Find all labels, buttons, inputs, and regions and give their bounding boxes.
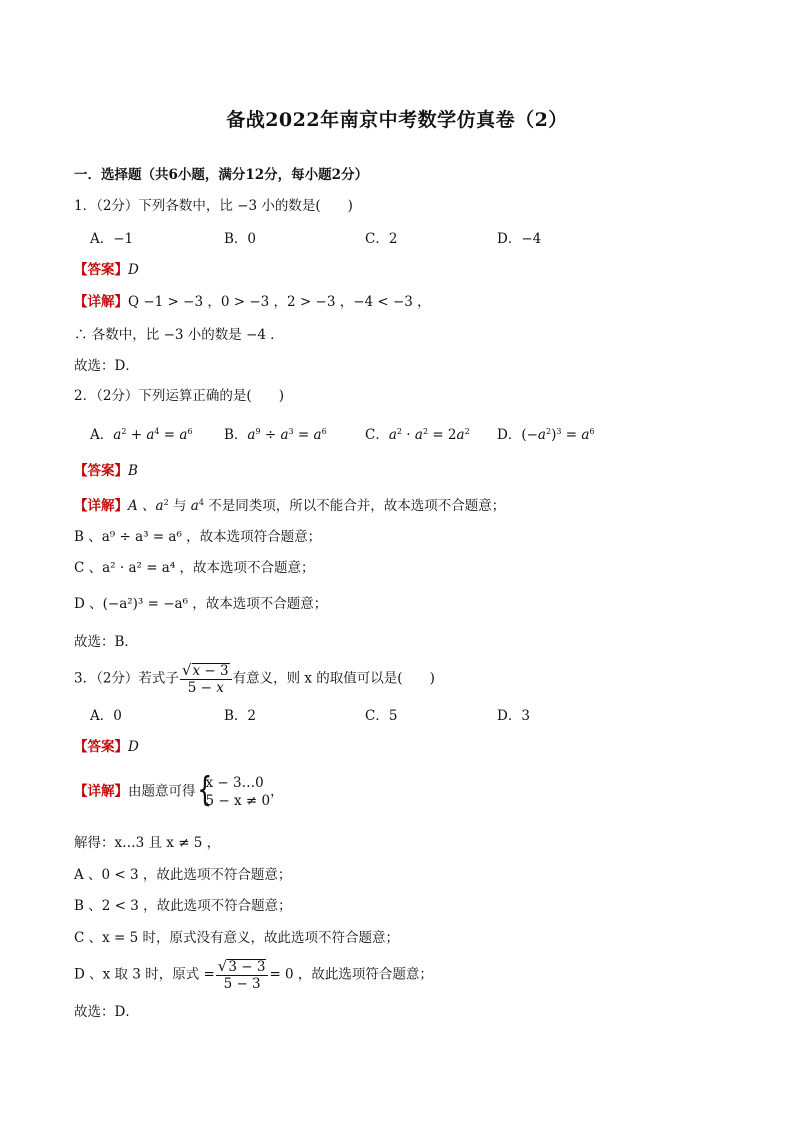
q3-option-d: D．3 <box>497 708 530 724</box>
q2-option-a: A．$a^2 + a^4 = a^6$ <box>90 427 193 443</box>
answer-tag: 【答案】 <box>74 739 128 755</box>
explain-tag: 【详解】 <box>74 294 128 310</box>
q1-option-c: C．2 <box>365 231 398 247</box>
q3-eval-fraction: $\frac{√3 - 3}{5 - 3}$ <box>216 958 269 992</box>
q1-answer <box>74 261 139 279</box>
q3-explain: 【详解】由题意可得 { x − 3…0 5 − x ≠ 0 ， <box>74 770 284 810</box>
q2-option-c: C．$a^2 \cdot a^2 = 2a^2$ <box>365 427 470 443</box>
q1-conclusion: ∴ 各数中，比 −3 小的数是 −4 ． <box>74 327 284 343</box>
q2-explain: 【详解】A 、$a^2$ 与 $a^4$ 不是同类项，所以不能合并，故本选项不合题意； <box>74 498 506 514</box>
q3-answer-value: D <box>128 739 139 755</box>
q3-option-c: C．5 <box>365 708 398 724</box>
q1-explain <box>74 293 431 311</box>
q3-line-d: D 、x 取 3 时，原式 = $\frac{√3 - 3}{5 - 3}$ = 0 ，故此选项符合题意； <box>74 957 433 992</box>
q1-option-a: A．−1 <box>90 231 134 247</box>
q2-answer <box>74 462 138 480</box>
q2-line-c: C 、a² · a² = a⁴ ，故本选项不合题意； <box>74 560 315 576</box>
q3-line-a: A 、0 < 3 ，故此选项不符合题意； <box>74 867 292 883</box>
q1-choose: 故选：D． <box>74 358 139 374</box>
q1-explain-text: Q −1 > −3 ，0 > −3 ，2 > −3 ，−4 < −3 ， <box>128 294 431 310</box>
q2-answer-value: B <box>128 463 138 479</box>
q3-option-b: B．2 <box>224 708 257 724</box>
q3-system: { x − 3…0 5 − x ≠ 0 <box>196 770 271 810</box>
q3-choose: 故选：D． <box>74 1004 139 1020</box>
q1-option-b: B．0 <box>224 231 257 247</box>
explain-tag: 【详解】 <box>74 783 128 800</box>
explain-tag: 【详解】 <box>74 498 128 514</box>
q3-stem: 3．（2分）若式子 $\frac{√x - 3}{5 - x}$ 有意义，则 x 的取值可以是( ) <box>74 661 435 696</box>
section-heading: 一．选择题（共6小题，满分12分，每小题2分） <box>74 167 369 183</box>
q2-choose: 故选：B． <box>74 634 138 650</box>
q2-line-d: D 、(−a²)³ = −a⁶ ，故本选项不合题意； <box>74 596 328 612</box>
q3-fraction: $\frac{√x - 3}{5 - x}$ <box>180 662 232 696</box>
answer-tag: 【答案】 <box>74 463 128 479</box>
q2-option-b: B．$a^9 \div a^3 = a^6$ <box>224 427 327 443</box>
page-title: 备战2022年南京中考数学仿真卷（2） <box>226 109 568 131</box>
q2-stem: 2．（2分）下列运算正确的是( ) <box>74 388 284 404</box>
q1-answer-value: D <box>128 262 139 278</box>
q3-line-c: C 、x = 5 时，原式没有意义，故此选项不符合题意； <box>74 930 400 946</box>
q3-solve: 解得：x…3 且 x ≠ 5 ， <box>74 835 221 851</box>
q3-option-a: A．0 <box>90 708 122 724</box>
q3-line-b: B 、2 < 3 ，故此选项不符合题意； <box>74 898 292 914</box>
q2-line-b: B 、a⁹ ÷ a³ = a⁶ ，故本选项符合题意； <box>74 529 322 545</box>
answer-tag: 【答案】 <box>74 262 128 278</box>
q1-stem: 1．（2分）下列各数中，比 −3 小的数是( ) <box>74 198 353 214</box>
q1-option-d: D．−4 <box>497 231 542 247</box>
q3-answer <box>74 738 139 756</box>
q2-option-d: D．$(-a^2)^3 = a^6$ <box>497 427 595 443</box>
